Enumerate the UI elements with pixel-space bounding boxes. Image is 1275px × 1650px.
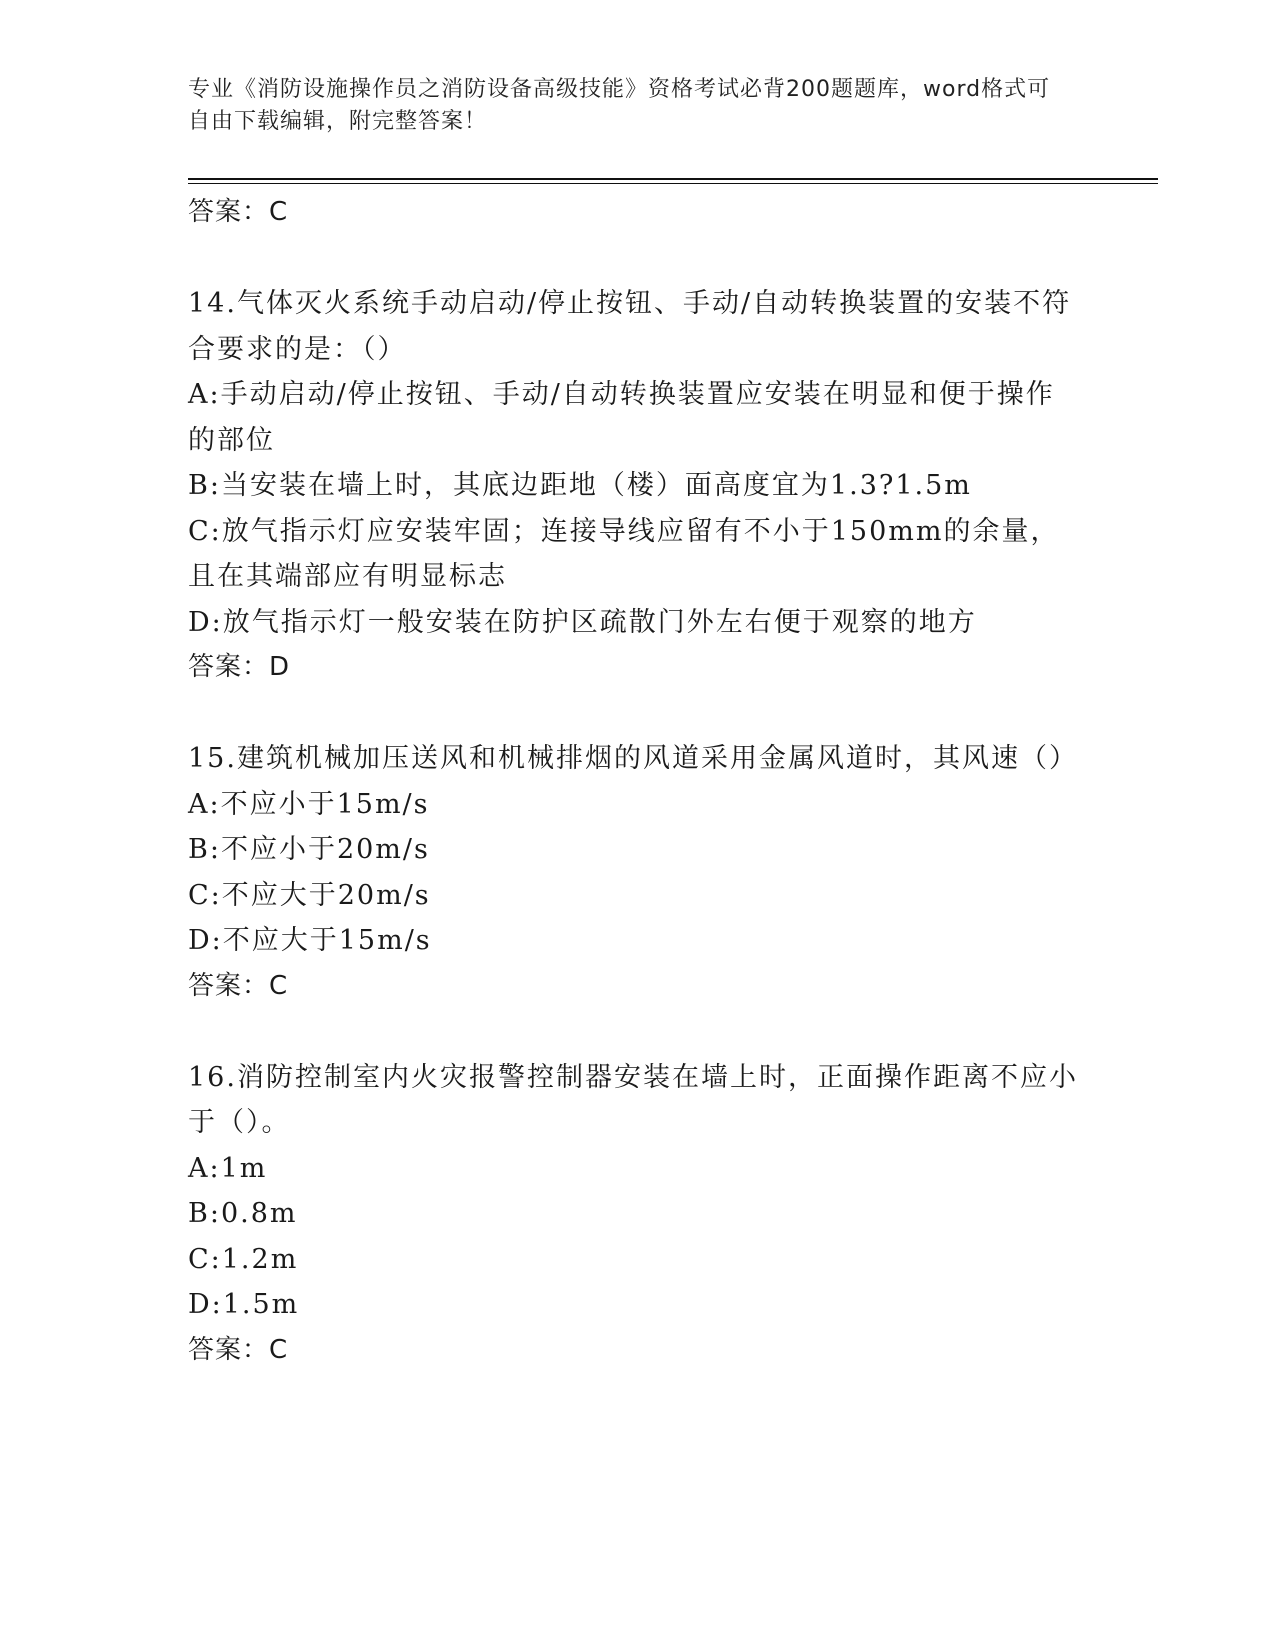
header-rule-thick (188, 178, 1158, 180)
option-c: C:1.2m (188, 1243, 299, 1275)
question-answer: 答案：D (188, 652, 291, 682)
option-d: D:1.5m (188, 1289, 300, 1320)
option-b: B:当安装在墙上时，其底边距地（楼）面高度宜为1.3?1.5m (188, 470, 972, 501)
question-stem: 14.气体灭火系统手动启动/停止按钮、手动/自动转换装置的安装不符合要求的是：（） (188, 288, 1072, 365)
question-block (188, 281, 1078, 691)
question-block (188, 1055, 1078, 1374)
option-b: B:0.8m (188, 1198, 298, 1229)
option-d: D:放气指示灯一般安装在防护区疏散门外左右便于观察的地方 (188, 606, 977, 638)
question-answer: 答案：C (188, 1334, 289, 1365)
spacer (188, 1009, 1078, 1055)
spacer (188, 236, 1078, 282)
question-list (188, 190, 1078, 1373)
header-rule-thin (188, 183, 1158, 184)
document-header: 专业《消防设施操作员之消防设备高级技能》资格考试必背200题题库，word格式可自由下载编辑，附完整答案！ (188, 77, 1051, 134)
option-a: A:1m (188, 1152, 268, 1184)
spacer (188, 691, 1078, 737)
previous-answer: 答案：C (188, 197, 289, 227)
option-c: C:不应大于20m/s (188, 879, 431, 911)
question-stem: 16.消防控制室内火灾报警控制器安装在墙上时，正面操作距离不应小于（）。 (188, 1061, 1078, 1138)
option-c: C:放气指示灯应安装牢固；连接导线应留有不小于150mm的余量，且在其端部应有明显标志 (188, 515, 1060, 592)
option-d: D:不应大于15m/s (188, 925, 432, 956)
question-block (188, 736, 1078, 1009)
option-a: A:不应小于15m/s (188, 788, 430, 820)
question-stem: 15.建筑机械加压送风和机械排烟的风道采用金属风道时，其风速（） (188, 743, 1078, 774)
option-a: A:手动启动/停止按钮、手动/自动转换装置应安装在明显和便于操作的部位 (188, 379, 1055, 456)
option-b: B:不应小于20m/s (188, 834, 430, 865)
question-answer: 答案：C (188, 970, 289, 1001)
